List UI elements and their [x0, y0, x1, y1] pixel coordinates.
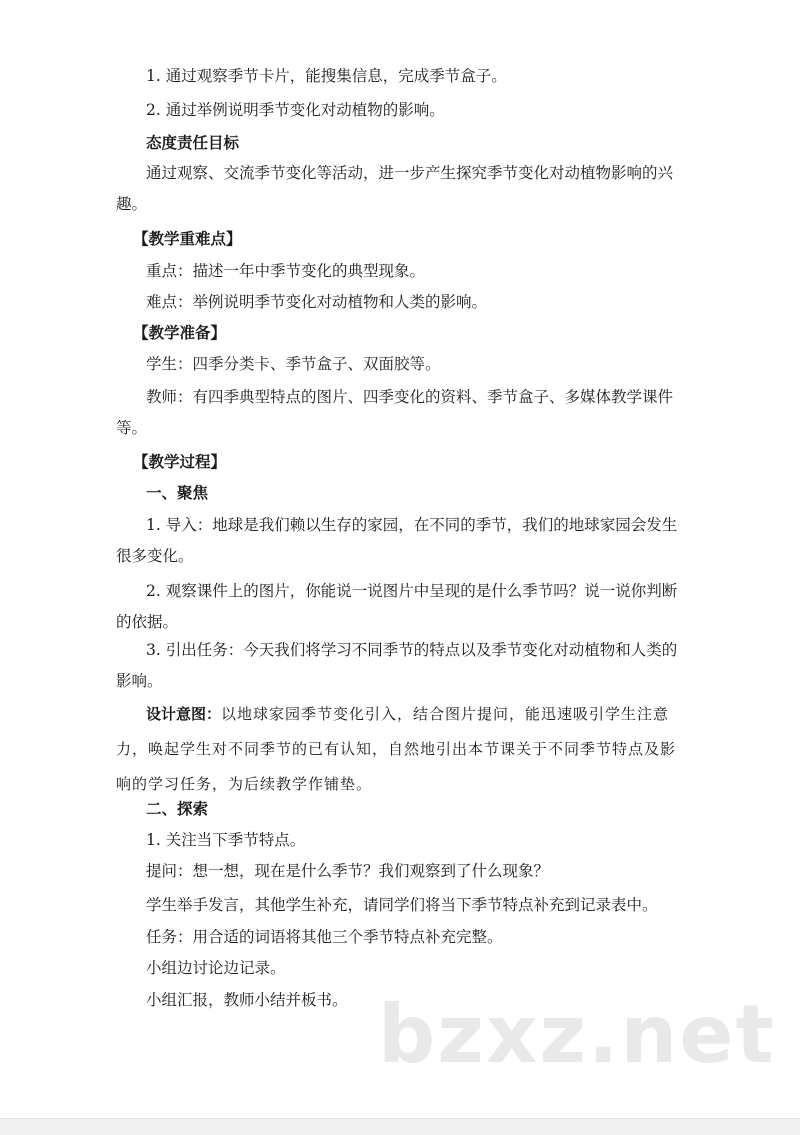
watermark: bzxz.net [378, 988, 776, 1081]
preparation-heading: 【教学准备】 [133, 324, 227, 342]
objective-line-1: 1. 通过观察季节卡片，能搜集信息，完成季节盒子。 [146, 67, 507, 85]
focus-item-2: 2. 观察课件上的图片，你能说一说图片中呈现的是什么季节吗？说一说你判断的依据。 [116, 582, 678, 631]
key-point: 重点：描述一年中季节变化的典型现象。 [146, 262, 426, 280]
objective-line-2: 2. 通过举例说明季节变化对动植物的影响。 [146, 101, 445, 119]
explore-heading: 二、探索 [146, 800, 209, 818]
focus-heading: 一、聚焦 [146, 484, 209, 502]
page-bottom-band [0, 1118, 800, 1135]
key-points-heading: 【教学重难点】 [133, 230, 242, 248]
focus-item-3: 3. 引出任务：今天我们将学习不同季节的特点以及季节变化对动植物和人类的影响。 [116, 641, 678, 690]
focus-item-1: 1. 导入：地球是我们赖以生存的家园，在不同的季节，我们的地球家园会发生很多变化。 [116, 516, 678, 565]
preparation-teacher: 教师：有四季典型特点的图片、四季变化的资料、季节盒子、多媒体教学课件等。 [116, 388, 674, 437]
design-intent-paragraph [116, 697, 686, 802]
explore-group: 小组边讨论边记录。 [146, 959, 286, 977]
explore-question: 提问：想一想，现在是什么季节？我们观察到了什么现象？ [146, 862, 550, 880]
attitude-heading: 态度责任目标 [146, 134, 240, 152]
attitude-paragraph: 通过观察、交流季节变化等活动，进一步产生探究季节变化对动植物影响的兴趣。 [116, 164, 674, 213]
design-intent-label: 设计意图： [146, 705, 222, 723]
explore-task: 任务：用合适的词语将其他三个季节特点补充完整。 [146, 928, 503, 946]
explore-item-1: 1. 关注当下季节特点。 [146, 831, 306, 849]
explore-report: 小组汇报，教师小结并板书。 [146, 991, 348, 1009]
process-heading: 【教学过程】 [133, 453, 227, 471]
design-intent-text: 以地球家园季节变化引入，结合图片提问，能迅速吸引学生注意力，唤起学生对不同季节的已有认知，自然地引出本节课关于不同季节特点及影响的学习任务，为后续教学作铺垫。 [116, 705, 677, 793]
preparation-student: 学生：四季分类卡、季节盒子、双面胶等。 [146, 355, 441, 373]
explore-answer: 学生举手发言，其他学生补充，请同学们将当下季节特点补充到记录表中。 [146, 896, 658, 914]
difficult-point: 难点：举例说明季节变化对动植物和人类的影响。 [146, 293, 488, 311]
